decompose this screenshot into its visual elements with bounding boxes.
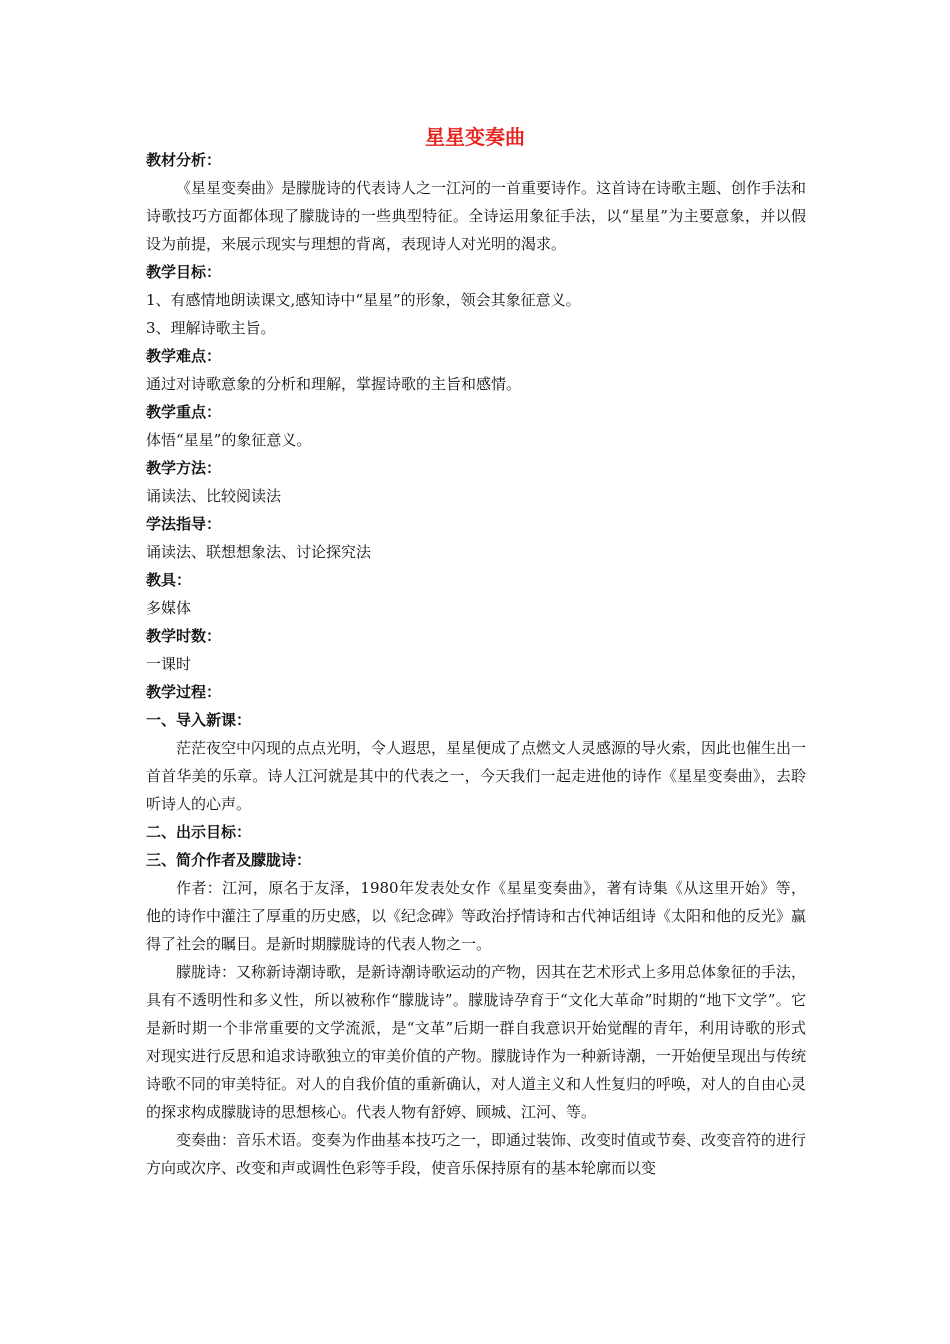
focus-heading: 教学重点：	[146, 403, 222, 421]
difficulty-text: 通过对诗歌意象的分析和理解，掌握诗歌的主旨和感情。	[146, 375, 522, 393]
step3-heading: 三、简介作者及朦胧诗：	[146, 851, 312, 869]
process-heading: 教学过程：	[146, 683, 222, 701]
study-heading: 学法指导：	[146, 515, 222, 533]
step1-heading: 一、导入新课：	[146, 711, 252, 729]
variation-paragraph: 变奏曲：音乐术语。变奏为作曲基本技巧之一，即通过装饰、改变时值或节奏、改变音符的进行方向或次序、改变和声或调性色彩等手段，使音乐保持原有的基本轮廓而以变	[146, 1131, 807, 1177]
goal-item-3: 3、理解诗歌主旨。	[146, 319, 276, 337]
step1-paragraph: 茫茫夜空中闪现的点点光明，令人遐思，星星便成了点燃文人灵感源的导火索，因此也催生出一首首华美的乐章。诗人江河就是其中的代表之一，今天我们一起走进他的诗作《星星变奏曲》，去聆听诗人的心声。	[146, 739, 807, 813]
document-body	[146, 146, 806, 1182]
analysis-paragraph: 《星星变奏曲》是朦胧诗的代表诗人之一江河的一首重要诗作。这首诗在诗歌主题、创作手法和诗歌技巧方面都体现了朦胧诗的一些典型特征。全诗运用象征手法，以“星星”为主要意象，并以假设为前提，来展示现实与理想的背离，表现诗人对光明的渴求。	[146, 179, 807, 253]
hours-heading: 教学时数：	[146, 627, 222, 645]
goals-heading: 教学目标：	[146, 263, 222, 281]
misty-poetry-paragraph: 朦胧诗：又称新诗潮诗歌，是新诗潮诗歌运动的产物，因其在艺术形式上多用总体象征的手法，具有不透明性和多义性，所以被称作“朦胧诗”。朦胧诗孕育于“文化大革命”时期的“地下文学”。它是新时期一个非常重要的文学流派，是“文革”后期一群自我意识开始觉醒的青年，利用诗歌的形式对现实进行反思和追求诗歌独立的审美价值的产物。朦胧诗作为一种新诗潮，一开始便呈现出与传统诗歌不同的审美特征。对人的自我价值的重新确认，对人道主义和人性复归的呼唤，对人的自由心灵的探求构成朦胧诗的思想核心。代表人物有舒婷、顾城、江河、等。	[146, 963, 807, 1121]
study-text: 诵读法、联想想象法、讨论探究法	[146, 543, 372, 561]
author-paragraph: 作者：江河，原名于友泽，1980年发表处女作《星星变奏曲》，著有诗集《从这里开始》等，他的诗作中灌注了厚重的历史感，以《纪念碑》等政治抒情诗和古代神话组诗《太阳和他的反光》赢得了社会的瞩目。是新时期朦胧诗的代表人物之一。	[146, 879, 807, 953]
goal-item-1: 1、有感情地朗读课文,感知诗中“星星”的形象，领会其象征意义。	[146, 291, 581, 309]
method-heading: 教学方法：	[146, 459, 222, 477]
difficulty-heading: 教学难点：	[146, 347, 222, 365]
method-text: 诵读法、比较阅读法	[146, 487, 282, 505]
document-title: 星星变奏曲	[425, 125, 525, 149]
step2-heading: 二、出示目标：	[146, 823, 252, 841]
tools-text: 多媒体	[146, 599, 192, 617]
analysis-heading: 教材分析：	[146, 151, 222, 169]
hours-text: 一课时	[146, 655, 192, 673]
focus-text: 体悟“星星”的象征意义。	[146, 431, 312, 449]
tools-heading: 教具：	[146, 571, 192, 589]
